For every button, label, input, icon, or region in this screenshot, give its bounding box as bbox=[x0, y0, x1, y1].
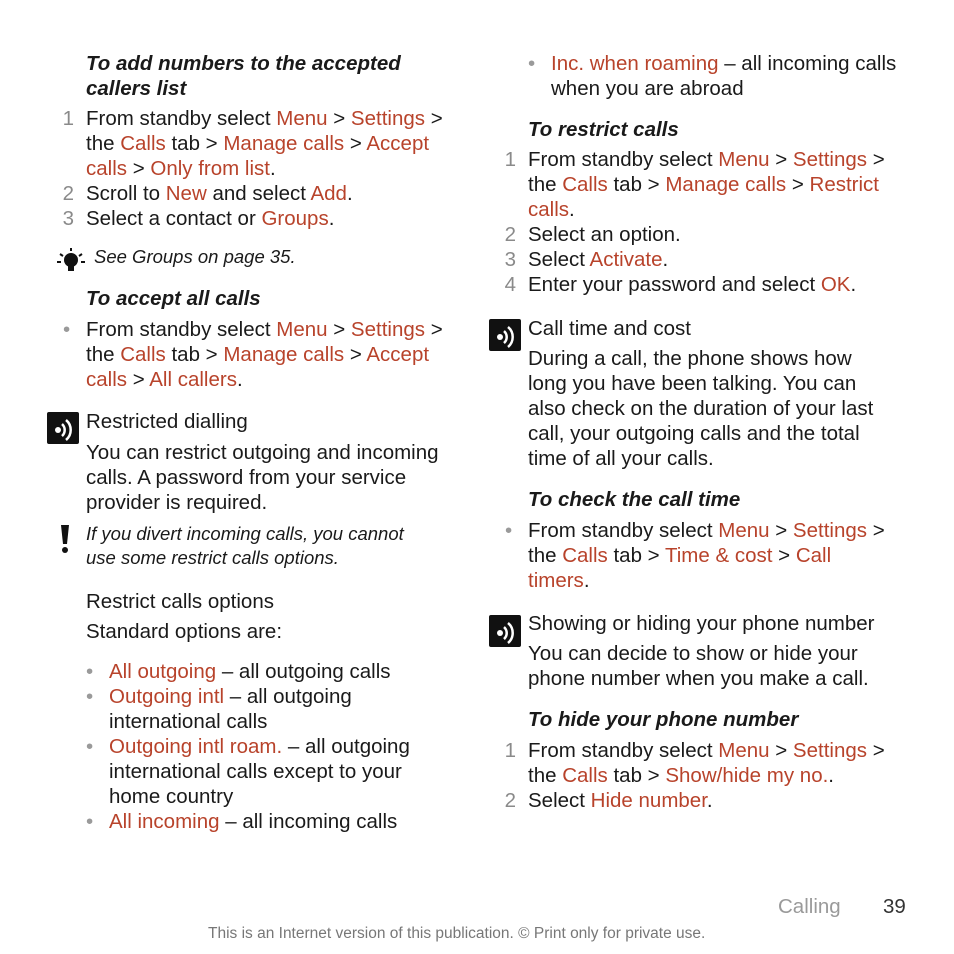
show-hide-link[interactable]: Show/hide my no. bbox=[665, 764, 829, 787]
restricted-dialling-heading: Restricted dialling bbox=[86, 410, 248, 433]
all-callers-link[interactable]: All callers bbox=[149, 368, 237, 391]
restrict-options-section: Restrict calls options Standard options are: bbox=[86, 589, 481, 644]
hide-number-link[interactable]: Hide number bbox=[590, 789, 707, 812]
calls-link[interactable]: Calls bbox=[562, 173, 608, 196]
list-item: • Outgoing intl roam. – all outgoing bbox=[86, 735, 410, 758]
settings-link[interactable]: Settings bbox=[350, 107, 425, 130]
warning-icon bbox=[58, 524, 72, 554]
footer-notice: This is an Internet version of this publication. © Print only for private use. bbox=[208, 925, 706, 942]
network-service-icon bbox=[489, 319, 521, 351]
restrict-calls-section: To restrict calls 1 From standby select Menu > Settings > the Calls tab > Manage calls > Restrict calls. 2 Select an option. 3 Select Activate. 4 Enter your password and select OK. bbox=[528, 117, 928, 297]
page-number: 39 bbox=[883, 895, 906, 918]
network-service-icon bbox=[489, 615, 521, 647]
menu-link[interactable]: Menu bbox=[276, 107, 328, 130]
menu-link[interactable]: Menu bbox=[718, 519, 770, 542]
calls-link[interactable]: Calls bbox=[562, 544, 608, 567]
manage-calls-link[interactable]: Manage calls bbox=[665, 173, 787, 196]
settings-link[interactable]: Settings bbox=[792, 148, 867, 171]
menu-link[interactable]: Menu bbox=[718, 739, 770, 762]
time-cost-link[interactable]: Time & cost bbox=[664, 544, 773, 567]
accept-all-section: To accept all calls • From standby select Menu > Settings > the Calls tab > Manage calls > Accept calls > All callers. bbox=[86, 286, 476, 392]
step-1: 1 From standby select Menu > Settings > bbox=[86, 106, 476, 131]
activate-link[interactable]: Activate bbox=[589, 248, 663, 271]
step-number: 2 bbox=[62, 182, 74, 205]
groups-link[interactable]: Groups bbox=[261, 207, 329, 230]
calls-link[interactable]: Calls bbox=[120, 343, 166, 366]
new-link[interactable]: New bbox=[165, 182, 207, 205]
step-3: 3 Select a contact or Groups. bbox=[86, 206, 476, 231]
network-service-icon bbox=[47, 412, 79, 444]
hide-number-section: To hide your phone number 1 From standby select Menu > Settings > the Calls tab > Show/hide my no.. 2 Select Hide number. bbox=[528, 707, 928, 813]
tip-icon bbox=[56, 246, 86, 276]
restrict-link[interactable]: Restrict bbox=[809, 173, 879, 196]
all-outgoing-link[interactable]: All outgoing bbox=[109, 660, 217, 683]
options-list: • All outgoing – all outgoing calls • Outgoing intl – all outgoing international calls • Outgoing intl roam. – all outgoing international calls except to your home country • All incoming – all incoming calls bbox=[109, 659, 479, 834]
step-number: 3 bbox=[62, 207, 74, 230]
show-hide-section: Showing or hiding your phone number You can decide to show or hide your phone number when you make a call. bbox=[528, 611, 928, 691]
calls-link[interactable]: Calls bbox=[120, 132, 166, 155]
list-item: • All incoming – all incoming calls bbox=[86, 810, 398, 833]
settings-link[interactable]: Settings bbox=[350, 318, 425, 341]
step-1: 1 From standby select Menu > Settings > bbox=[504, 739, 885, 762]
warning-text: If you divert incoming calls, you cannot use some restrict calls options. bbox=[86, 523, 404, 568]
restricted-dialling-section: Restricted dialling You can restrict outgoing and incoming calls. A password from your service provider is required. bbox=[86, 409, 481, 515]
section-name: Calling bbox=[778, 895, 841, 918]
all-incoming-link[interactable]: All incoming bbox=[109, 810, 220, 833]
outgoing-intl-link[interactable]: Outgoing intl bbox=[109, 685, 225, 708]
tip-text: See Groups on page 35. bbox=[94, 246, 296, 267]
ok-link[interactable]: OK bbox=[820, 273, 851, 296]
step-2: 2 Scroll to New and select Add. bbox=[86, 181, 476, 206]
step-2: 2 Select Hide number. bbox=[504, 789, 713, 812]
menu-link[interactable]: Menu bbox=[276, 318, 328, 341]
restrict-options-heading: Restrict calls options bbox=[86, 590, 274, 613]
calls-link[interactable]: calls bbox=[528, 198, 570, 221]
settings-link[interactable]: Settings bbox=[792, 519, 867, 542]
manage-calls-link[interactable]: Manage calls bbox=[223, 343, 345, 366]
list-item: • All outgoing – all outgoing calls bbox=[86, 660, 391, 683]
right-column-top: • Inc. when roaming – all incoming calls when you are abroad bbox=[551, 51, 931, 101]
step-3: 3 Select Activate. bbox=[504, 248, 669, 271]
call-link[interactable]: Call bbox=[795, 544, 832, 567]
bullet: • bbox=[63, 318, 71, 341]
add-link[interactable]: Add bbox=[310, 182, 347, 205]
outgoing-intl-roam-link[interactable]: Outgoing intl roam. bbox=[109, 735, 283, 758]
call-time-heading: Call time and cost bbox=[528, 317, 691, 340]
restrict-calls-heading: To restrict calls bbox=[528, 118, 679, 141]
list-item: • Inc. when roaming – all incoming calls bbox=[528, 52, 897, 75]
step-2: 2 Select an option. bbox=[504, 223, 681, 246]
call-time-section: Call time and cost During a call, the phone shows how long you have been talking. You can also check on the duration of your last call, your outgoing calls and the total time of all your calls. bbox=[528, 316, 928, 471]
accept-all-heading: To accept all calls bbox=[86, 287, 261, 310]
accept-link[interactable]: Accept bbox=[366, 132, 430, 155]
inc-when-roaming-link[interactable]: Inc. when roaming bbox=[551, 52, 719, 75]
calls-link[interactable]: calls bbox=[86, 368, 128, 391]
show-hide-heading: Showing or hiding your phone number bbox=[528, 612, 875, 635]
left-column: To add numbers to the accepted callers list 1 From standby select Menu > Settings > the Calls tab > Manage calls > Accept calls > Only from list. 2 Scroll to New and select Add. 3 Select a contact or Groups. bbox=[86, 51, 476, 231]
hide-number-heading: To hide your phone number bbox=[528, 708, 799, 731]
menu-link[interactable]: Menu bbox=[718, 148, 770, 171]
list-item: • Outgoing intl – all outgoing bbox=[86, 685, 352, 708]
accepted-list-heading: To add numbers to the accepted callers list bbox=[86, 52, 401, 100]
check-call-time-section: To check the call time • From standby select Menu > Settings > the Calls tab > Time & cost > Call timers. bbox=[528, 487, 928, 593]
step-4: 4 Enter your password and select OK. bbox=[504, 273, 857, 296]
calls-link[interactable]: Calls bbox=[562, 764, 608, 787]
accept-link[interactable]: Accept bbox=[366, 343, 430, 366]
settings-link[interactable]: Settings bbox=[792, 739, 867, 762]
step-1: 1 From standby select Menu > Settings > bbox=[504, 148, 885, 171]
calls-link[interactable]: calls bbox=[86, 157, 128, 180]
timers-link[interactable]: timers bbox=[528, 569, 584, 592]
manage-calls-link[interactable]: Manage calls bbox=[223, 132, 345, 155]
only-from-list-link[interactable]: Only from list bbox=[150, 157, 270, 180]
check-call-time-heading: To check the call time bbox=[528, 488, 741, 511]
step-number: 1 bbox=[62, 107, 74, 130]
